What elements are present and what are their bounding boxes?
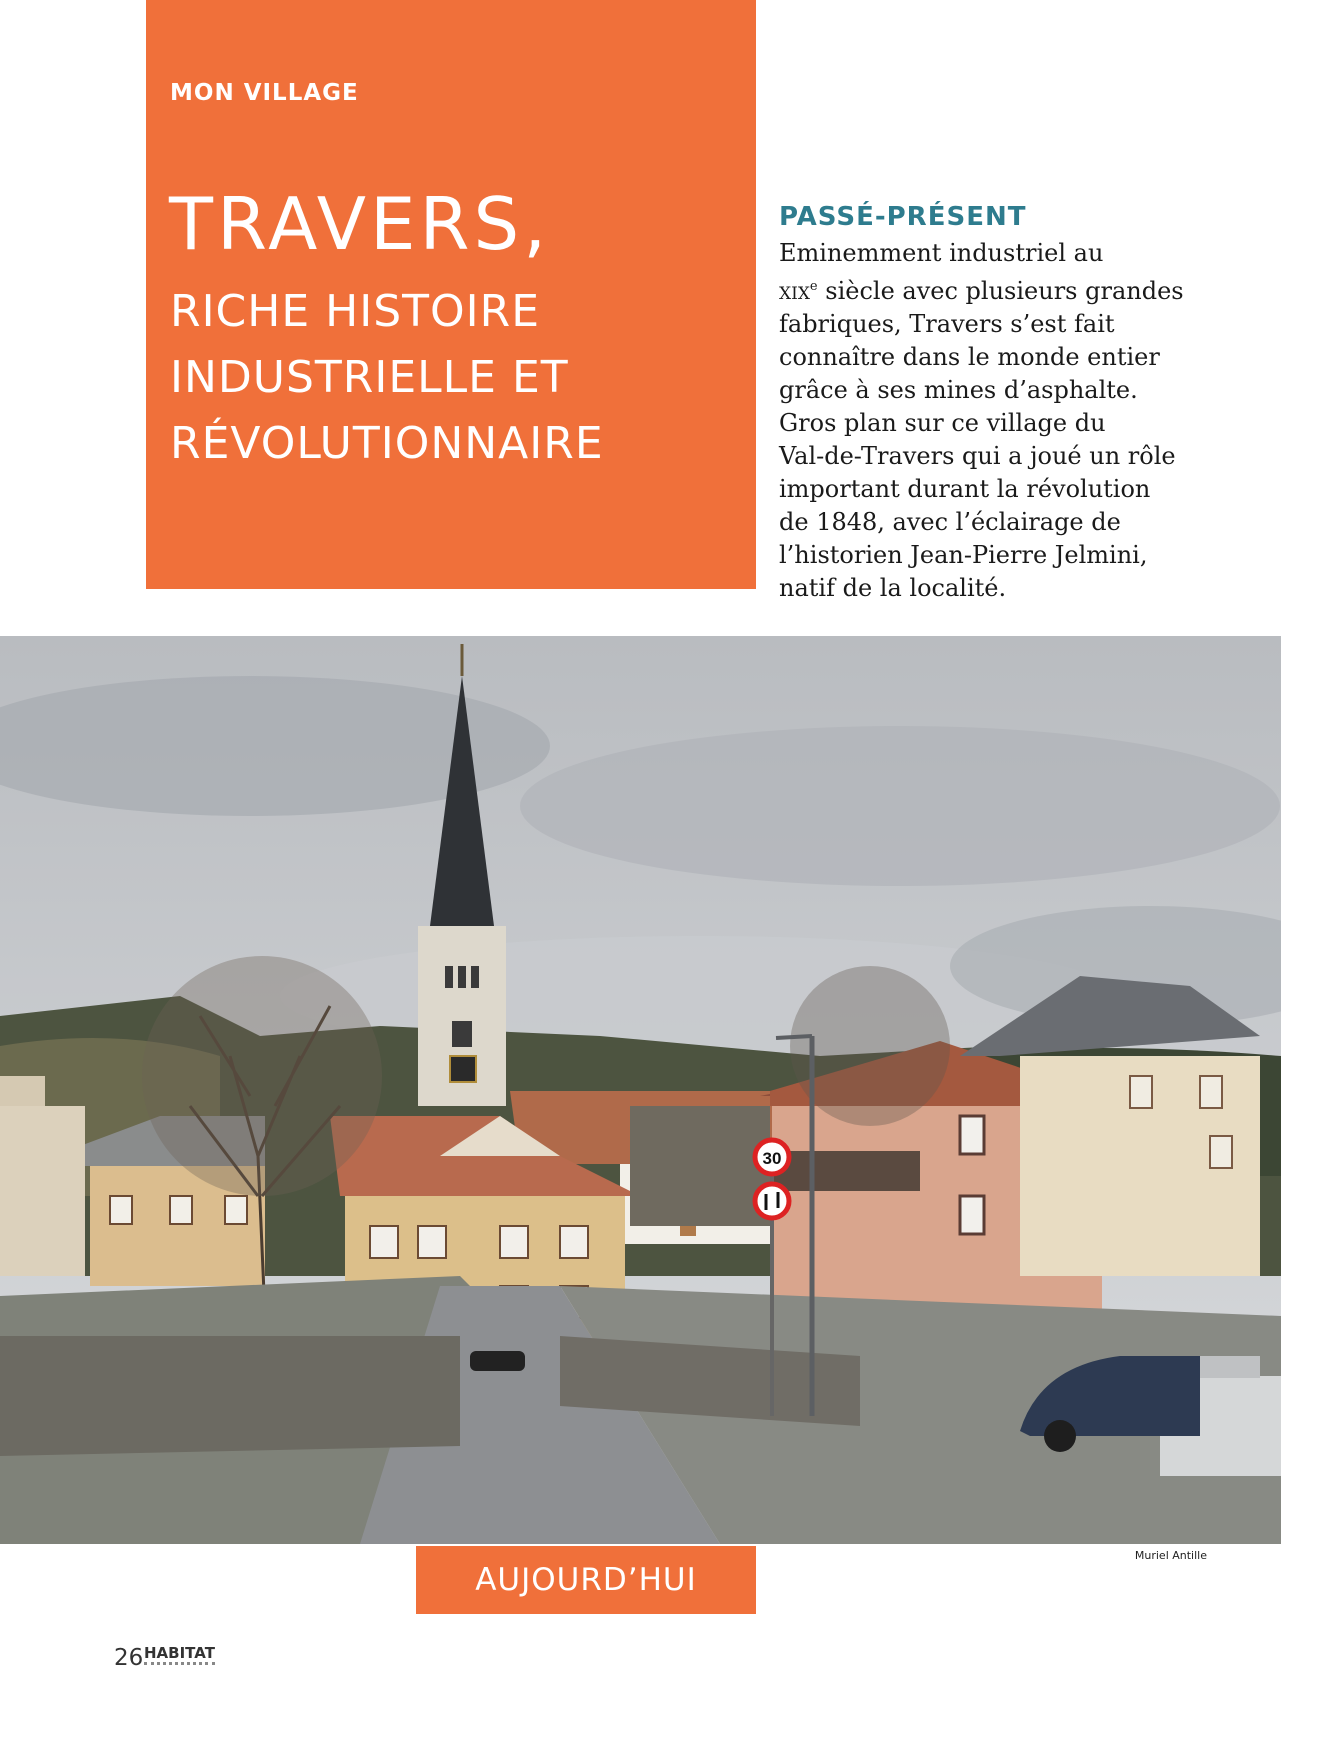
intro-line-rest: siècle avec plusieurs grandes bbox=[817, 277, 1184, 305]
page-title: TRAVERS, bbox=[169, 182, 551, 266]
intro-line: Val-de-Travers qui a joué un rôle bbox=[779, 442, 1176, 470]
page-subtitle bbox=[170, 279, 604, 477]
magazine-name: HABITAT bbox=[144, 1645, 215, 1665]
intro-line: l’historien Jean-Pierre Jelmini, bbox=[779, 541, 1148, 569]
intro-line bbox=[779, 270, 1199, 308]
intro-line: de 1848, avec l’éclairage de bbox=[779, 508, 1121, 536]
photo-credit: Muriel Antille bbox=[1134, 1549, 1207, 1562]
intro-line: grâce à ses mines d’asphalte. bbox=[779, 376, 1138, 404]
section-tag: AUJOURD’HUI bbox=[416, 1546, 756, 1614]
village-photo-illustration bbox=[0, 636, 1281, 1544]
intro-text bbox=[779, 237, 1199, 605]
subtitle-line: INDUSTRIELLE ET bbox=[170, 352, 569, 403]
subtitle-line: RÉVOLUTIONNAIRE bbox=[170, 418, 604, 469]
century-numeral: xix bbox=[779, 277, 810, 305]
intro-line: natif de la localité. bbox=[779, 574, 1007, 602]
subtitle-line: RICHE HISTOIRE bbox=[170, 286, 540, 337]
intro-line: fabriques, Travers s’est fait bbox=[779, 310, 1115, 338]
title-block bbox=[146, 0, 756, 589]
ordinal-sup: e bbox=[809, 279, 818, 294]
intro-line: connaître dans le monde entier bbox=[779, 343, 1160, 371]
section-kicker: MON VILLAGE bbox=[170, 80, 359, 106]
no-entry-sign bbox=[755, 1184, 789, 1218]
page-number: 26 bbox=[114, 1645, 144, 1671]
village-photo bbox=[0, 636, 1281, 1544]
intro-line: important durant la révolution bbox=[779, 475, 1151, 503]
intro-line: Eminemment industriel au bbox=[779, 239, 1104, 267]
intro-heading: PASSÉ-PRÉSENT bbox=[779, 202, 1027, 232]
intro-line: Gros plan sur ce village du bbox=[779, 409, 1106, 437]
speed-limit-text: 30 bbox=[762, 1149, 782, 1168]
